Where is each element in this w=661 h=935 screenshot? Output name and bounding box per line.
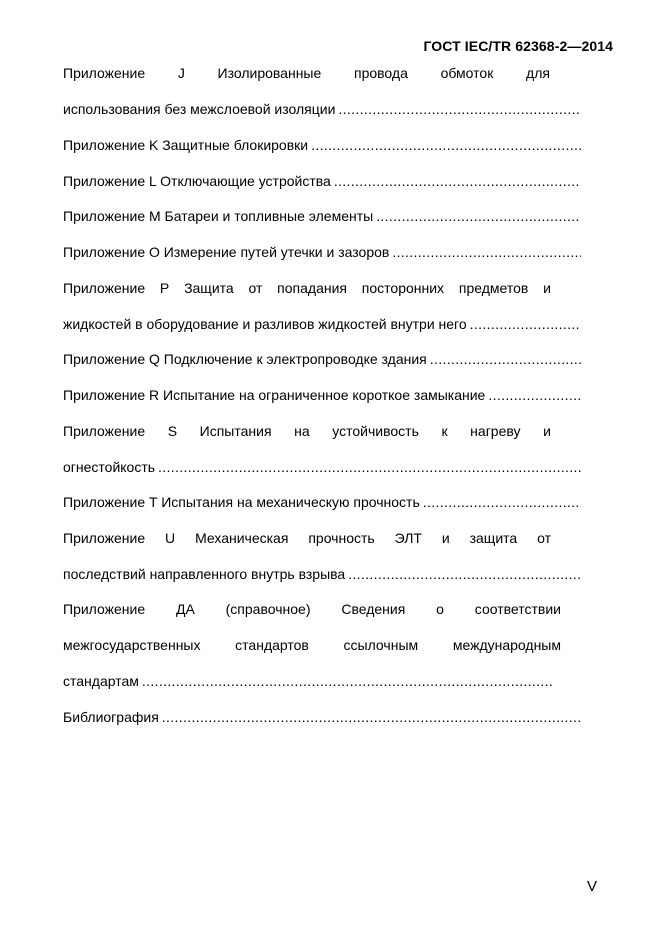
toc-entry-annex-da-line1: Приложение ДА (справочное) Сведения о соответствии bbox=[63, 601, 561, 617]
toc-entry-annex-o: Приложение O Измерение путей утечки и зазоров ..... bbox=[63, 243, 581, 261]
dot-leader bbox=[348, 565, 581, 583]
toc-entry-bibliography: Библиография ..... bbox=[63, 708, 581, 726]
toc-entry-annex-q: Приложение Q Подключение к электропроводке здания ..... bbox=[63, 350, 581, 368]
dot-leader bbox=[488, 386, 581, 404]
dot-leader bbox=[334, 172, 581, 190]
toc-entry-annex-j-line1: Приложение J Изолированные провода обмоток для bbox=[63, 65, 550, 81]
dot-leader bbox=[162, 708, 581, 726]
toc-entry-annex-p-line1: Приложение P Защита от попадания посторонних предметов и bbox=[63, 280, 551, 296]
toc-entry-annex-u-line2: последствий направленного внутрь взрыва ..... bbox=[63, 565, 581, 583]
toc-entry-annex-u-line1: Приложение U Механическая прочность ЭЛТ и защита от bbox=[63, 530, 551, 546]
dot-leader bbox=[470, 315, 581, 333]
toc-entry-annex-s-line2: огнестойкость ..... bbox=[63, 458, 581, 476]
document-header: ГОСТ IEC/TR 62368-2—2014 bbox=[423, 38, 613, 54]
dot-leader bbox=[392, 243, 581, 261]
toc-entry-annex-da-line3: стандартам ..... bbox=[63, 672, 553, 690]
toc-entry-annex-l: Приложение L Отключающие устройства ..... bbox=[63, 172, 581, 190]
toc-entry-annex-j-line2: использования без межслоевой изоляции ..... bbox=[63, 100, 581, 118]
toc-entry-annex-s-line1: Приложение S Испытания на устойчивость к нагреву и bbox=[63, 423, 551, 439]
toc-entry-annex-t: Приложение T Испытания на механическую прочность ..... bbox=[63, 493, 581, 511]
toc-entry-annex-k: Приложение K Защитные блокировки ..... bbox=[63, 136, 581, 154]
dot-leader bbox=[142, 672, 553, 690]
toc-entry-annex-p-line2: жидкостей в оборудование и разливов жидкостей внутри него ..... bbox=[63, 315, 581, 333]
dot-leader bbox=[338, 100, 581, 118]
dot-leader bbox=[311, 136, 581, 154]
page-number: V bbox=[587, 878, 598, 895]
dot-leader bbox=[376, 207, 581, 225]
toc-entry-annex-r: Приложение R Испытание на ограниченное короткое замыкание ..... bbox=[63, 386, 581, 404]
dot-leader bbox=[430, 350, 581, 368]
toc-entry-annex-m: Приложение M Батареи и топливные элементы ..... bbox=[63, 207, 581, 225]
dot-leader bbox=[423, 493, 581, 511]
toc-entry-annex-da-line2: межгосударственных стандартов ссылочным международным bbox=[63, 637, 561, 653]
dot-leader bbox=[158, 458, 581, 476]
